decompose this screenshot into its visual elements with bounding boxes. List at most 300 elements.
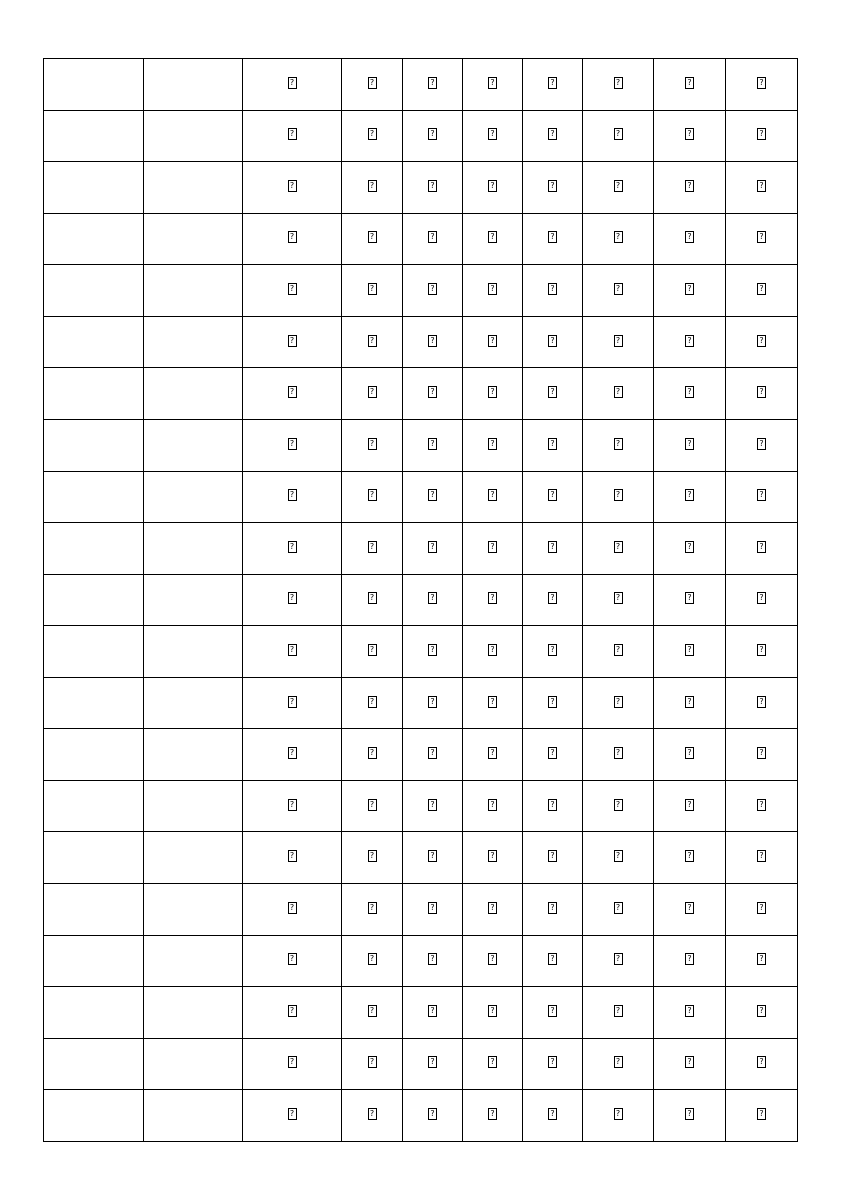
missing-glyph-icon (548, 902, 557, 914)
row-sublabel-cell (144, 574, 243, 626)
table-cell (583, 471, 654, 523)
table-cell (243, 626, 342, 678)
table-cell (463, 59, 523, 111)
table-row (44, 626, 798, 678)
missing-glyph-icon (548, 335, 557, 347)
table-cell (342, 471, 403, 523)
table-cell (403, 987, 463, 1039)
missing-glyph-icon (614, 180, 623, 192)
missing-glyph-icon (548, 592, 557, 604)
table-cell (523, 471, 583, 523)
table-cell (243, 265, 342, 317)
table-cell (726, 471, 798, 523)
table-row (44, 523, 798, 575)
row-sublabel-cell (144, 677, 243, 729)
table-cell (342, 523, 403, 575)
table-cell (726, 1090, 798, 1142)
missing-glyph-icon (488, 747, 497, 759)
table-cell (726, 935, 798, 987)
missing-glyph-icon (757, 77, 766, 89)
missing-glyph-icon (428, 696, 437, 708)
missing-glyph-icon (685, 180, 694, 192)
table-cell (342, 368, 403, 420)
missing-glyph-icon (548, 489, 557, 501)
table-cell (523, 729, 583, 781)
table-cell (403, 832, 463, 884)
missing-glyph-icon (488, 696, 497, 708)
missing-glyph-icon (428, 1056, 437, 1068)
table-row (44, 110, 798, 162)
table-cell (463, 832, 523, 884)
table-cell (726, 316, 798, 368)
missing-glyph-icon (614, 799, 623, 811)
table-cell (403, 213, 463, 265)
missing-glyph-icon (428, 1005, 437, 1017)
missing-glyph-icon (685, 1005, 694, 1017)
missing-glyph-icon (685, 953, 694, 965)
table-cell (463, 265, 523, 317)
missing-glyph-icon (685, 283, 694, 295)
table-row (44, 213, 798, 265)
missing-glyph-icon (368, 438, 377, 450)
missing-glyph-icon (368, 128, 377, 140)
table-row (44, 1038, 798, 1090)
table-cell (654, 523, 726, 575)
missing-glyph-icon (488, 644, 497, 656)
missing-glyph-icon (288, 335, 297, 347)
table-cell (583, 213, 654, 265)
missing-glyph-icon (685, 592, 694, 604)
missing-glyph-icon (288, 283, 297, 295)
table-cell (463, 935, 523, 987)
row-label-cell (44, 677, 144, 729)
missing-glyph-icon (288, 592, 297, 604)
table-cell (726, 59, 798, 111)
table-cell (243, 59, 342, 111)
table-cell (583, 987, 654, 1039)
table-cell (654, 626, 726, 678)
table-cell (342, 265, 403, 317)
missing-glyph-icon (757, 799, 766, 811)
table-cell (342, 110, 403, 162)
table-cell (463, 884, 523, 936)
missing-glyph-icon (368, 953, 377, 965)
missing-glyph-icon (428, 231, 437, 243)
missing-glyph-icon (288, 180, 297, 192)
table-cell (583, 729, 654, 781)
missing-glyph-icon (757, 489, 766, 501)
table-cell (342, 316, 403, 368)
missing-glyph-icon (614, 1056, 623, 1068)
missing-glyph-icon (288, 902, 297, 914)
table-cell (583, 832, 654, 884)
missing-glyph-icon (368, 541, 377, 553)
missing-glyph-icon (548, 1005, 557, 1017)
missing-glyph-icon (757, 438, 766, 450)
missing-glyph-icon (614, 386, 623, 398)
row-sublabel-cell (144, 987, 243, 1039)
table-cell (726, 213, 798, 265)
table-cell (403, 59, 463, 111)
missing-glyph-icon (548, 799, 557, 811)
table-cell (583, 110, 654, 162)
missing-glyph-icon (368, 644, 377, 656)
table-cell (342, 780, 403, 832)
missing-glyph-icon (685, 541, 694, 553)
missing-glyph-icon (614, 592, 623, 604)
table-cell (403, 316, 463, 368)
missing-glyph-icon (685, 128, 694, 140)
table-cell (342, 1090, 403, 1142)
table-cell (403, 110, 463, 162)
missing-glyph-icon (288, 953, 297, 965)
table-cell (726, 780, 798, 832)
missing-glyph-icon (614, 1108, 623, 1120)
missing-glyph-icon (428, 747, 437, 759)
missing-glyph-icon (368, 335, 377, 347)
missing-glyph-icon (288, 850, 297, 862)
row-sublabel-cell (144, 1090, 243, 1142)
table-cell (523, 213, 583, 265)
missing-glyph-icon (548, 180, 557, 192)
missing-glyph-icon (428, 799, 437, 811)
table-cell (726, 729, 798, 781)
missing-glyph-icon (488, 231, 497, 243)
missing-glyph-icon (368, 386, 377, 398)
missing-glyph-icon (488, 902, 497, 914)
table-cell (523, 987, 583, 1039)
missing-glyph-icon (368, 902, 377, 914)
missing-glyph-icon (757, 231, 766, 243)
table-cell (654, 265, 726, 317)
missing-glyph-icon (548, 850, 557, 862)
table-cell (726, 677, 798, 729)
row-label-cell (44, 884, 144, 936)
missing-glyph-icon (428, 438, 437, 450)
table-cell (654, 213, 726, 265)
table-cell (654, 419, 726, 471)
table-cell (654, 729, 726, 781)
missing-glyph-icon (757, 592, 766, 604)
missing-glyph-icon (757, 902, 766, 914)
missing-glyph-icon (548, 77, 557, 89)
missing-glyph-icon (757, 953, 766, 965)
missing-glyph-icon (548, 386, 557, 398)
table-cell (583, 884, 654, 936)
missing-glyph-icon (428, 335, 437, 347)
table-cell (654, 884, 726, 936)
table-cell (463, 729, 523, 781)
missing-glyph-icon (488, 77, 497, 89)
table-cell (243, 368, 342, 420)
table-cell (654, 368, 726, 420)
table-cell (726, 574, 798, 626)
missing-glyph-icon (685, 747, 694, 759)
table-cell (523, 316, 583, 368)
table-cell (463, 162, 523, 214)
table-cell (583, 368, 654, 420)
table-cell (654, 1038, 726, 1090)
missing-glyph-icon (488, 283, 497, 295)
table-cell (243, 677, 342, 729)
table-cell (403, 265, 463, 317)
table-cell (654, 677, 726, 729)
missing-glyph-icon (428, 283, 437, 295)
table-cell (243, 884, 342, 936)
missing-glyph-icon (548, 696, 557, 708)
table-cell (243, 832, 342, 884)
table-row (44, 59, 798, 111)
table-cell (654, 59, 726, 111)
table-row (44, 471, 798, 523)
table-cell (463, 574, 523, 626)
table-cell (654, 110, 726, 162)
missing-glyph-icon (288, 541, 297, 553)
missing-glyph-icon (685, 386, 694, 398)
missing-glyph-icon (488, 438, 497, 450)
table-cell (583, 265, 654, 317)
table-cell (726, 419, 798, 471)
missing-glyph-icon (488, 386, 497, 398)
missing-glyph-icon (288, 438, 297, 450)
missing-glyph-icon (614, 77, 623, 89)
table-cell (243, 1090, 342, 1142)
row-label-cell (44, 162, 144, 214)
missing-glyph-icon (428, 1108, 437, 1120)
missing-glyph-icon (757, 696, 766, 708)
table-row (44, 368, 798, 420)
table-cell (726, 110, 798, 162)
missing-glyph-icon (757, 335, 766, 347)
missing-glyph-icon (685, 335, 694, 347)
missing-glyph-icon (368, 1056, 377, 1068)
row-label-cell (44, 419, 144, 471)
missing-glyph-icon (685, 489, 694, 501)
missing-glyph-icon (488, 180, 497, 192)
missing-glyph-icon (288, 1056, 297, 1068)
missing-glyph-icon (488, 850, 497, 862)
missing-glyph-icon (614, 541, 623, 553)
missing-glyph-icon (488, 592, 497, 604)
table-row (44, 935, 798, 987)
missing-glyph-icon (757, 644, 766, 656)
table-cell (654, 574, 726, 626)
table-cell (654, 162, 726, 214)
missing-glyph-icon (488, 541, 497, 553)
table-cell (342, 1038, 403, 1090)
table-cell (654, 316, 726, 368)
missing-glyph-icon (488, 953, 497, 965)
table-cell (523, 884, 583, 936)
missing-glyph-icon (685, 902, 694, 914)
missing-glyph-icon (685, 696, 694, 708)
table-cell (243, 110, 342, 162)
table-cell (342, 884, 403, 936)
table-cell (523, 935, 583, 987)
row-sublabel-cell (144, 213, 243, 265)
missing-glyph-icon (614, 489, 623, 501)
missing-glyph-icon (368, 592, 377, 604)
row-label-cell (44, 780, 144, 832)
missing-glyph-icon (368, 489, 377, 501)
missing-glyph-icon (685, 231, 694, 243)
table-body (44, 59, 798, 1142)
row-label-cell (44, 1090, 144, 1142)
table-cell (403, 626, 463, 678)
table-cell (342, 574, 403, 626)
table-cell (403, 677, 463, 729)
table-cell (243, 213, 342, 265)
table-cell (463, 110, 523, 162)
table-cell (583, 523, 654, 575)
table-row (44, 884, 798, 936)
table-cell (243, 1038, 342, 1090)
missing-glyph-icon (614, 438, 623, 450)
missing-glyph-icon (757, 128, 766, 140)
table-cell (243, 574, 342, 626)
table-row (44, 1090, 798, 1142)
table-cell (583, 1038, 654, 1090)
table-cell (523, 677, 583, 729)
table-cell (342, 729, 403, 781)
row-sublabel-cell (144, 884, 243, 936)
row-sublabel-cell (144, 316, 243, 368)
row-sublabel-cell (144, 368, 243, 420)
table-cell (243, 729, 342, 781)
missing-glyph-icon (757, 1108, 766, 1120)
table-cell (243, 935, 342, 987)
missing-glyph-icon (685, 438, 694, 450)
missing-glyph-icon (288, 1005, 297, 1017)
table-cell (243, 162, 342, 214)
table-row (44, 780, 798, 832)
missing-glyph-icon (288, 747, 297, 759)
table-cell (583, 935, 654, 987)
missing-glyph-icon (614, 850, 623, 862)
row-sublabel-cell (144, 59, 243, 111)
table-cell (342, 626, 403, 678)
table-cell (403, 935, 463, 987)
row-sublabel-cell (144, 780, 243, 832)
missing-glyph-icon (548, 953, 557, 965)
missing-glyph-icon (368, 231, 377, 243)
document-table (43, 58, 798, 1142)
row-sublabel-cell (144, 471, 243, 523)
table-cell (726, 626, 798, 678)
missing-glyph-icon (428, 386, 437, 398)
table-cell (583, 59, 654, 111)
missing-glyph-icon (757, 1005, 766, 1017)
missing-glyph-icon (368, 850, 377, 862)
missing-glyph-icon (548, 644, 557, 656)
missing-glyph-icon (614, 902, 623, 914)
table-cell (463, 780, 523, 832)
missing-glyph-icon (288, 644, 297, 656)
missing-glyph-icon (368, 180, 377, 192)
table-cell (403, 1038, 463, 1090)
table-cell (243, 419, 342, 471)
table-row (44, 265, 798, 317)
missing-glyph-icon (288, 696, 297, 708)
missing-glyph-icon (288, 77, 297, 89)
missing-glyph-icon (548, 541, 557, 553)
table-cell (243, 523, 342, 575)
table-cell (463, 677, 523, 729)
table-cell (403, 471, 463, 523)
missing-glyph-icon (548, 1056, 557, 1068)
table-cell (403, 574, 463, 626)
missing-glyph-icon (757, 386, 766, 398)
table-cell (403, 1090, 463, 1142)
table-cell (726, 832, 798, 884)
missing-glyph-icon (488, 1056, 497, 1068)
table-cell (463, 523, 523, 575)
row-label-cell (44, 471, 144, 523)
table-cell (342, 935, 403, 987)
missing-glyph-icon (548, 747, 557, 759)
table-cell (583, 780, 654, 832)
missing-glyph-icon (288, 799, 297, 811)
missing-glyph-icon (368, 747, 377, 759)
table-cell (523, 110, 583, 162)
table-cell (463, 419, 523, 471)
missing-glyph-icon (488, 128, 497, 140)
missing-glyph-icon (488, 1005, 497, 1017)
missing-glyph-icon (757, 283, 766, 295)
missing-glyph-icon (685, 1108, 694, 1120)
table-cell (463, 213, 523, 265)
table-cell (463, 1038, 523, 1090)
table-cell (403, 523, 463, 575)
table-cell (654, 780, 726, 832)
table-cell (583, 626, 654, 678)
table-cell (342, 987, 403, 1039)
table-cell (243, 471, 342, 523)
missing-glyph-icon (368, 283, 377, 295)
table-cell (342, 59, 403, 111)
table-cell (726, 368, 798, 420)
missing-glyph-icon (428, 77, 437, 89)
table-row (44, 574, 798, 626)
table-cell (523, 162, 583, 214)
row-sublabel-cell (144, 935, 243, 987)
table-cell (463, 626, 523, 678)
row-sublabel-cell (144, 1038, 243, 1090)
table-cell (342, 213, 403, 265)
row-label-cell (44, 265, 144, 317)
row-label-cell (44, 213, 144, 265)
row-sublabel-cell (144, 523, 243, 575)
table-cell (654, 987, 726, 1039)
table-cell (243, 780, 342, 832)
table-cell (403, 780, 463, 832)
table-cell (523, 368, 583, 420)
row-sublabel-cell (144, 419, 243, 471)
row-sublabel-cell (144, 626, 243, 678)
missing-glyph-icon (685, 644, 694, 656)
missing-glyph-icon (685, 1056, 694, 1068)
table-cell (523, 832, 583, 884)
table-cell (726, 162, 798, 214)
missing-glyph-icon (288, 386, 297, 398)
table-cell (523, 574, 583, 626)
missing-glyph-icon (757, 1056, 766, 1068)
missing-glyph-icon (757, 850, 766, 862)
table-cell (726, 523, 798, 575)
table-cell (463, 471, 523, 523)
missing-glyph-icon (614, 128, 623, 140)
missing-glyph-icon (614, 335, 623, 347)
